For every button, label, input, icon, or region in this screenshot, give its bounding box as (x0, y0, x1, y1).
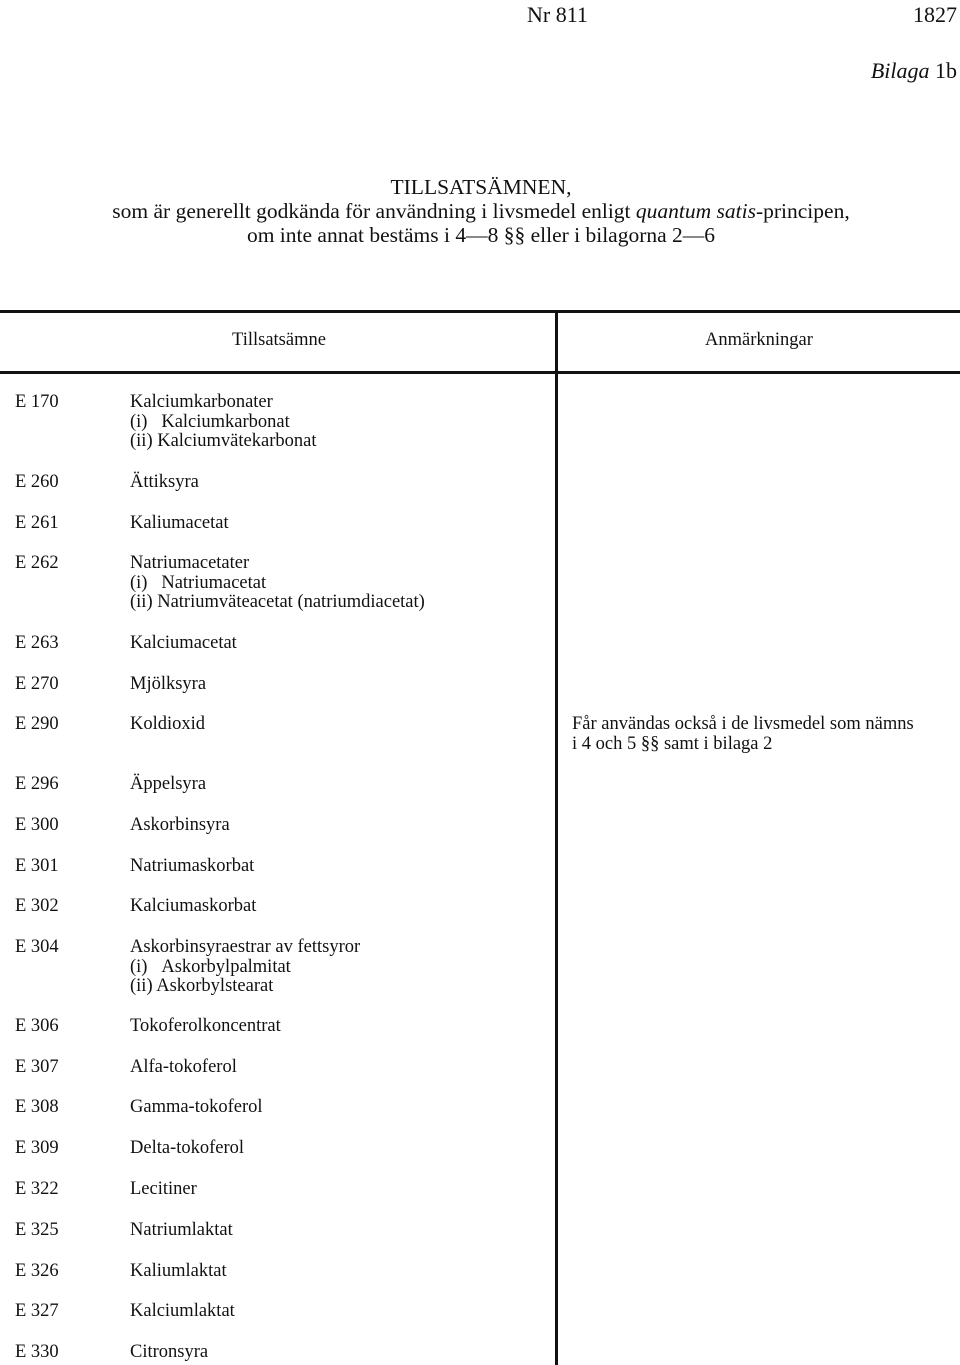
e-number: E 260 (15, 472, 59, 492)
additive-subitem: (ii) Askorbylstearat (130, 976, 274, 996)
column-header-substance: Tillsatsämne (232, 330, 326, 350)
additive-name (130, 393, 316, 452)
additive-name (130, 1302, 235, 1322)
document-number: Nr 811 (527, 2, 588, 27)
e-number: E 308 (15, 1097, 59, 1117)
remark-line: Får användas också i de livsmedel som nämns (572, 714, 914, 734)
e-number: E 290 (15, 714, 59, 734)
additive-name-line: Askorbinsyraestrar av fettsyror (130, 937, 361, 957)
additive-name (130, 1343, 208, 1363)
additive-name (130, 675, 206, 695)
remark-text (572, 715, 914, 754)
appendix-label (871, 58, 957, 84)
additive-name-line: Mjölksyra (130, 674, 207, 694)
remark-line: i 4 och 5 §§ samt i bilaga 2 (572, 733, 773, 754)
additive-subitem: (i) Natriumacetat (130, 572, 267, 593)
table-top-rule (0, 310, 960, 313)
e-number: E 270 (15, 674, 59, 694)
document-title (0, 175, 960, 247)
additive-name-line: Kaliumlaktat (130, 1261, 227, 1281)
e-number: E 304 (15, 937, 59, 957)
additive-name-line: Lecitiner (130, 1179, 197, 1199)
additive-name-line: Natriumacetater (130, 553, 250, 573)
additive-name-line: Alfa-tokoferol (130, 1057, 237, 1077)
e-number: E 306 (15, 1016, 59, 1036)
additive-name (130, 634, 237, 654)
additive-name-line: Kalciumacetat (130, 633, 237, 653)
additive-name-line: Tokoferolkoncentrat (130, 1016, 281, 1036)
additive-name-line: Kalciumlaktat (130, 1301, 235, 1321)
additive-name (130, 938, 360, 997)
appendix-id: 1b (935, 58, 957, 83)
additive-name-line: Citronsyra (130, 1342, 209, 1362)
additive-name (130, 473, 199, 493)
additive-name-line: Kalciumaskorbat (130, 896, 257, 916)
additive-name-line: Gamma-tokoferol (130, 1097, 263, 1117)
e-number: E 261 (15, 513, 59, 533)
e-number: E 322 (15, 1179, 59, 1199)
additive-name (130, 1058, 237, 1078)
additive-subitem: (i) Kalciumkarbonat (130, 411, 290, 432)
title-line-2-end: -principen, (755, 199, 850, 223)
additive-name (130, 816, 230, 836)
additive-name-line: Koldioxid (130, 714, 206, 734)
e-number: E 262 (15, 553, 59, 573)
appendix-word: Bilaga (870, 58, 930, 83)
additive-name (130, 897, 256, 917)
additive-name (130, 715, 205, 735)
title-line-2-italic: quantum satis (635, 199, 756, 223)
table-header-rule (0, 371, 960, 374)
e-number: E 301 (15, 856, 59, 876)
e-number: E 327 (15, 1301, 59, 1321)
e-number: E 300 (15, 815, 59, 835)
additive-subitem: (ii) Kalciumvätekarbonat (130, 431, 317, 451)
additive-subitem: (i) Askorbylpalmitat (130, 956, 291, 977)
additive-name-line: Ättiksyra (130, 472, 199, 492)
title-line-2-start: som är generellt godkända för användning i livsmedel enligt (112, 199, 636, 223)
column-header-remarks: Anmärkningar (705, 330, 813, 350)
e-number: E 302 (15, 896, 59, 916)
additive-name (130, 1098, 263, 1118)
additive-subitem: (ii) Natriumväteacetat (natriumdiacetat) (130, 592, 425, 612)
title-line-2 (0, 199, 960, 223)
page-number: 1827 (913, 2, 957, 27)
e-number: E 325 (15, 1220, 59, 1240)
column-divider (555, 310, 558, 1365)
additive-name (130, 1262, 227, 1282)
e-number: E 296 (15, 774, 59, 794)
additive-name-line: Natriumaskorbat (130, 856, 255, 876)
additive-name (130, 554, 425, 613)
additive-name (130, 514, 229, 534)
additive-name (130, 1221, 233, 1241)
title-line-1: TILLSATSÄMNEN, (390, 175, 572, 199)
additive-name-line: Äppelsyra (130, 774, 207, 794)
e-number: E 330 (15, 1342, 59, 1362)
title-line-3: om inte annat bestäms i 4—8 §§ eller i bilagorna 2—6 (246, 223, 716, 247)
additive-name (130, 775, 206, 795)
e-number: E 263 (15, 633, 59, 653)
e-number: E 307 (15, 1057, 59, 1077)
additive-name-line: Natriumlaktat (130, 1220, 233, 1240)
additive-name-line: Askorbinsyra (130, 815, 230, 835)
additive-name (130, 857, 254, 877)
additive-name (130, 1017, 281, 1037)
additive-name-line: Delta-tokoferol (130, 1138, 245, 1158)
e-number: E 326 (15, 1261, 59, 1281)
additive-name (130, 1139, 244, 1159)
e-number: E 170 (15, 392, 59, 412)
e-number: E 309 (15, 1138, 59, 1158)
additive-name (130, 1180, 197, 1200)
additive-name-line: Kalciumkarbonater (130, 392, 273, 412)
additive-name-line: Kaliumacetat (130, 513, 229, 533)
